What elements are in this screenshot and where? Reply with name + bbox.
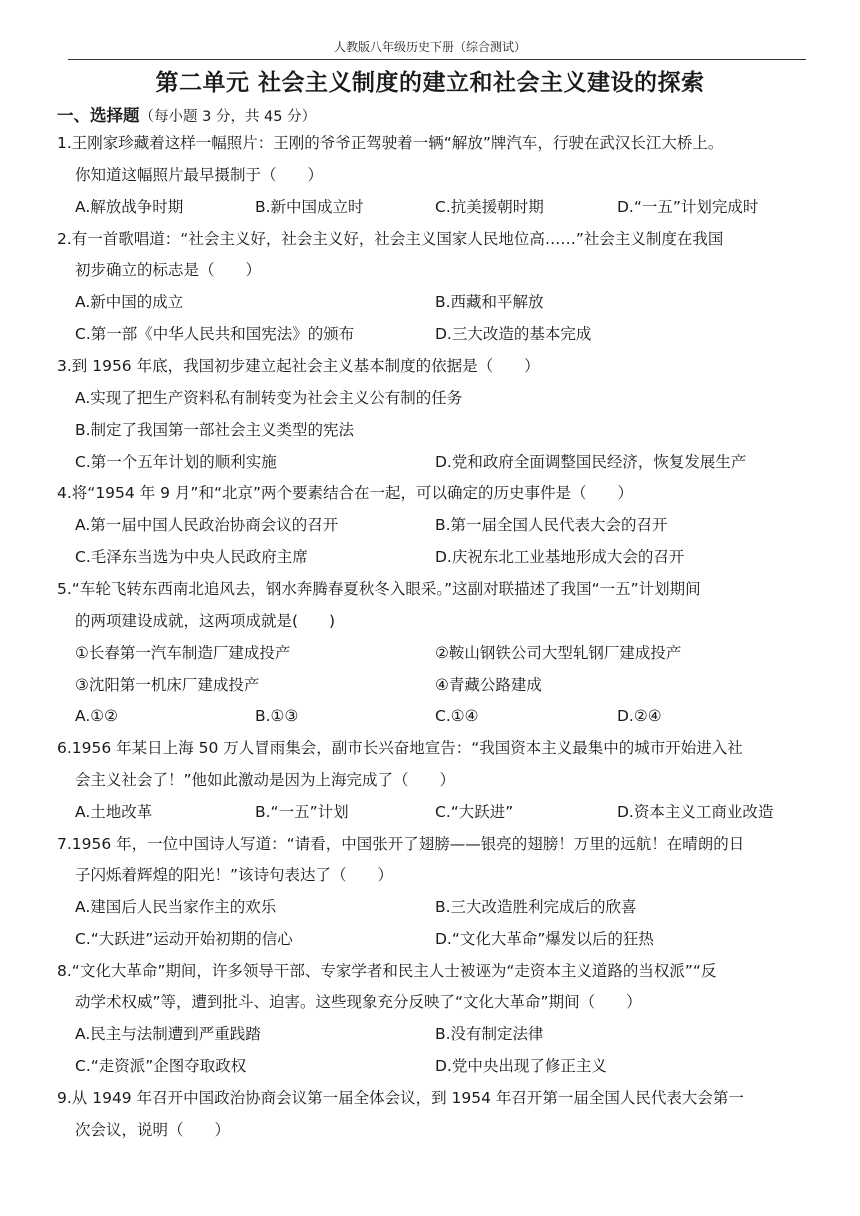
- question-1-option-a: A.解放战争时期: [75, 198, 184, 216]
- question-5-item-3: ③沈阳第一机床厂建成投产: [75, 676, 260, 694]
- question-5-option-d: D.②④: [617, 707, 662, 725]
- question-4-stem: 4.将“1954 年 9 月”和“北京”两个要素结合在一起，可以确定的历史事件是（ ）: [57, 484, 633, 502]
- question-6-option-b: B.“一五”计划: [255, 803, 349, 821]
- question-7-stem-line-1: 7.1956 年，一位中国诗人写道：“请看，中国张开了翅膀——银亮的翅膀！万里的远航！在晴朗的日: [57, 835, 745, 853]
- question-1-option-b: B.新中国成立时: [255, 198, 364, 216]
- question-5-item-4: ④青藏公路建成: [435, 676, 542, 694]
- question-5-item-2: ②鞍山钢铁公司大型轧钢厂建成投产: [435, 644, 682, 662]
- question-9-stem-line-2: 次会议，说明（ ）: [75, 1121, 231, 1139]
- question-7-option-c: C.“大跃进”运动开始初期的信心: [75, 930, 293, 948]
- question-5-option-a: A.①②: [75, 707, 119, 725]
- question-2-stem-line-1: 2.有一首歌唱道：“社会主义好，社会主义好，社会主义国家人民地位高……”社会主义制度在我国: [57, 230, 724, 248]
- question-3-option-b: B.制定了我国第一部社会主义类型的宪法: [75, 421, 355, 439]
- question-4-option-b: B.第一届全国人民代表大会的召开: [435, 516, 668, 534]
- header-divider: [68, 59, 806, 60]
- question-9-stem-line-1: 9.从 1949 年召开中国政治协商会议第一届全体会议，到 1954 年召开第一届全国人民代表大会第一: [57, 1089, 744, 1107]
- question-7-option-a: A.建国后人民当家作主的欢乐: [75, 898, 277, 916]
- question-3-stem: 3.到 1956 年底，我国初步建立起社会主义基本制度的依据是（ ）: [57, 357, 540, 375]
- question-3-option-c: C.第一个五年计划的顺利实施: [75, 453, 277, 471]
- question-2-stem-line-2: 初步确立的标志是（ ）: [75, 261, 262, 279]
- section-heading: [57, 102, 316, 126]
- question-3-option-a: A.实现了把生产资料私有制转变为社会主义公有制的任务: [75, 389, 463, 407]
- question-2-option-a: A.新中国的成立: [75, 293, 184, 311]
- question-6-option-c: C.“大跃进”: [435, 803, 514, 821]
- question-6-stem-line-2: 会主义社会了！”他如此激动是因为上海完成了（ ）: [75, 771, 456, 789]
- question-7-option-b: B.三大改造胜利完成后的欣喜: [435, 898, 637, 916]
- question-8-option-d: D.党中央出现了修正主义: [435, 1057, 607, 1075]
- page-header: 人教版八年级历史下册（综合测试）: [333, 40, 526, 54]
- question-1-stem-line-2: 你知道这幅照片最早摄制于（ ）: [75, 166, 324, 184]
- question-6-option-a: A.土地改革: [75, 803, 153, 821]
- question-7-stem-line-2: 子闪烁着辉煌的阳光！”该诗句表达了（ ）: [75, 866, 394, 884]
- question-8-stem-line-2: 动学术权威”等，遭到批斗、迫害。这些现象充分反映了“文化大革命”期间（ ）: [75, 993, 642, 1011]
- question-4-option-a: A.第一届中国人民政治协商会议的召开: [75, 516, 339, 534]
- question-2-option-d: D.三大改造的基本完成: [435, 325, 592, 343]
- unit-title: 第二单元 社会主义制度的建立和社会主义建设的探索: [155, 70, 705, 96]
- question-3-option-d: D.党和政府全面调整国民经济，恢复发展生产: [435, 453, 747, 471]
- question-6-option-d: D.资本主义工商业改造: [617, 803, 774, 821]
- question-2-option-c: C.第一部《中华人民共和国宪法》的颁布: [75, 325, 355, 343]
- question-1-option-d: D.“一五”计划完成时: [617, 198, 759, 216]
- question-6-stem-line-1: 6.1956 年某日上海 50 万人冒雨集会，副市长兴奋地宣告：“我国资本主义最集中的城市开始进入社: [57, 739, 743, 757]
- section-note: （每小题 3 分，共 45 分）: [139, 109, 317, 125]
- question-7-option-d: D.“文化大革命”爆发以后的狂热: [435, 930, 654, 948]
- question-8-option-c: C.“走资派”企图夺取政权: [75, 1057, 247, 1075]
- question-5-item-1: ①长春第一汽车制造厂建成投产: [75, 644, 291, 662]
- question-1-stem-line-1: 1.王刚家珍藏着这样一幅照片：王刚的爷爷正驾驶着一辆“解放”牌汽车，行驶在武汉长江大桥上。: [57, 134, 724, 152]
- question-8-option-b: B.没有制定法律: [435, 1025, 544, 1043]
- question-5-option-c: C.①④: [435, 707, 479, 725]
- question-8-option-a: A.民主与法制遭到严重践踏: [75, 1025, 261, 1043]
- question-5-option-b: B.①③: [255, 707, 299, 725]
- question-5-stem-line-2: 的两项建设成就，这两项成就是( ): [75, 612, 336, 630]
- question-4-option-d: D.庆祝东北工业基地形成大会的召开: [435, 548, 685, 566]
- question-1-option-c: C.抗美援朝时期: [435, 198, 544, 216]
- question-2-option-b: B.西藏和平解放: [435, 293, 544, 311]
- question-8-stem-line-1: 8.“文化大革命”期间，许多领导干部、专家学者和民主人士被诬为“走资本主义道路的当权派”“反: [57, 962, 717, 980]
- section-label: 一、选择题: [57, 106, 140, 125]
- question-4-option-c: C.毛泽东当选为中央人民政府主席: [75, 548, 308, 566]
- question-5-stem-line-1: 5.“车轮飞转东西南北追风去，钢水奔腾春夏秋冬入眼采。”这副对联描述了我国“一五”计划期间: [57, 580, 701, 598]
